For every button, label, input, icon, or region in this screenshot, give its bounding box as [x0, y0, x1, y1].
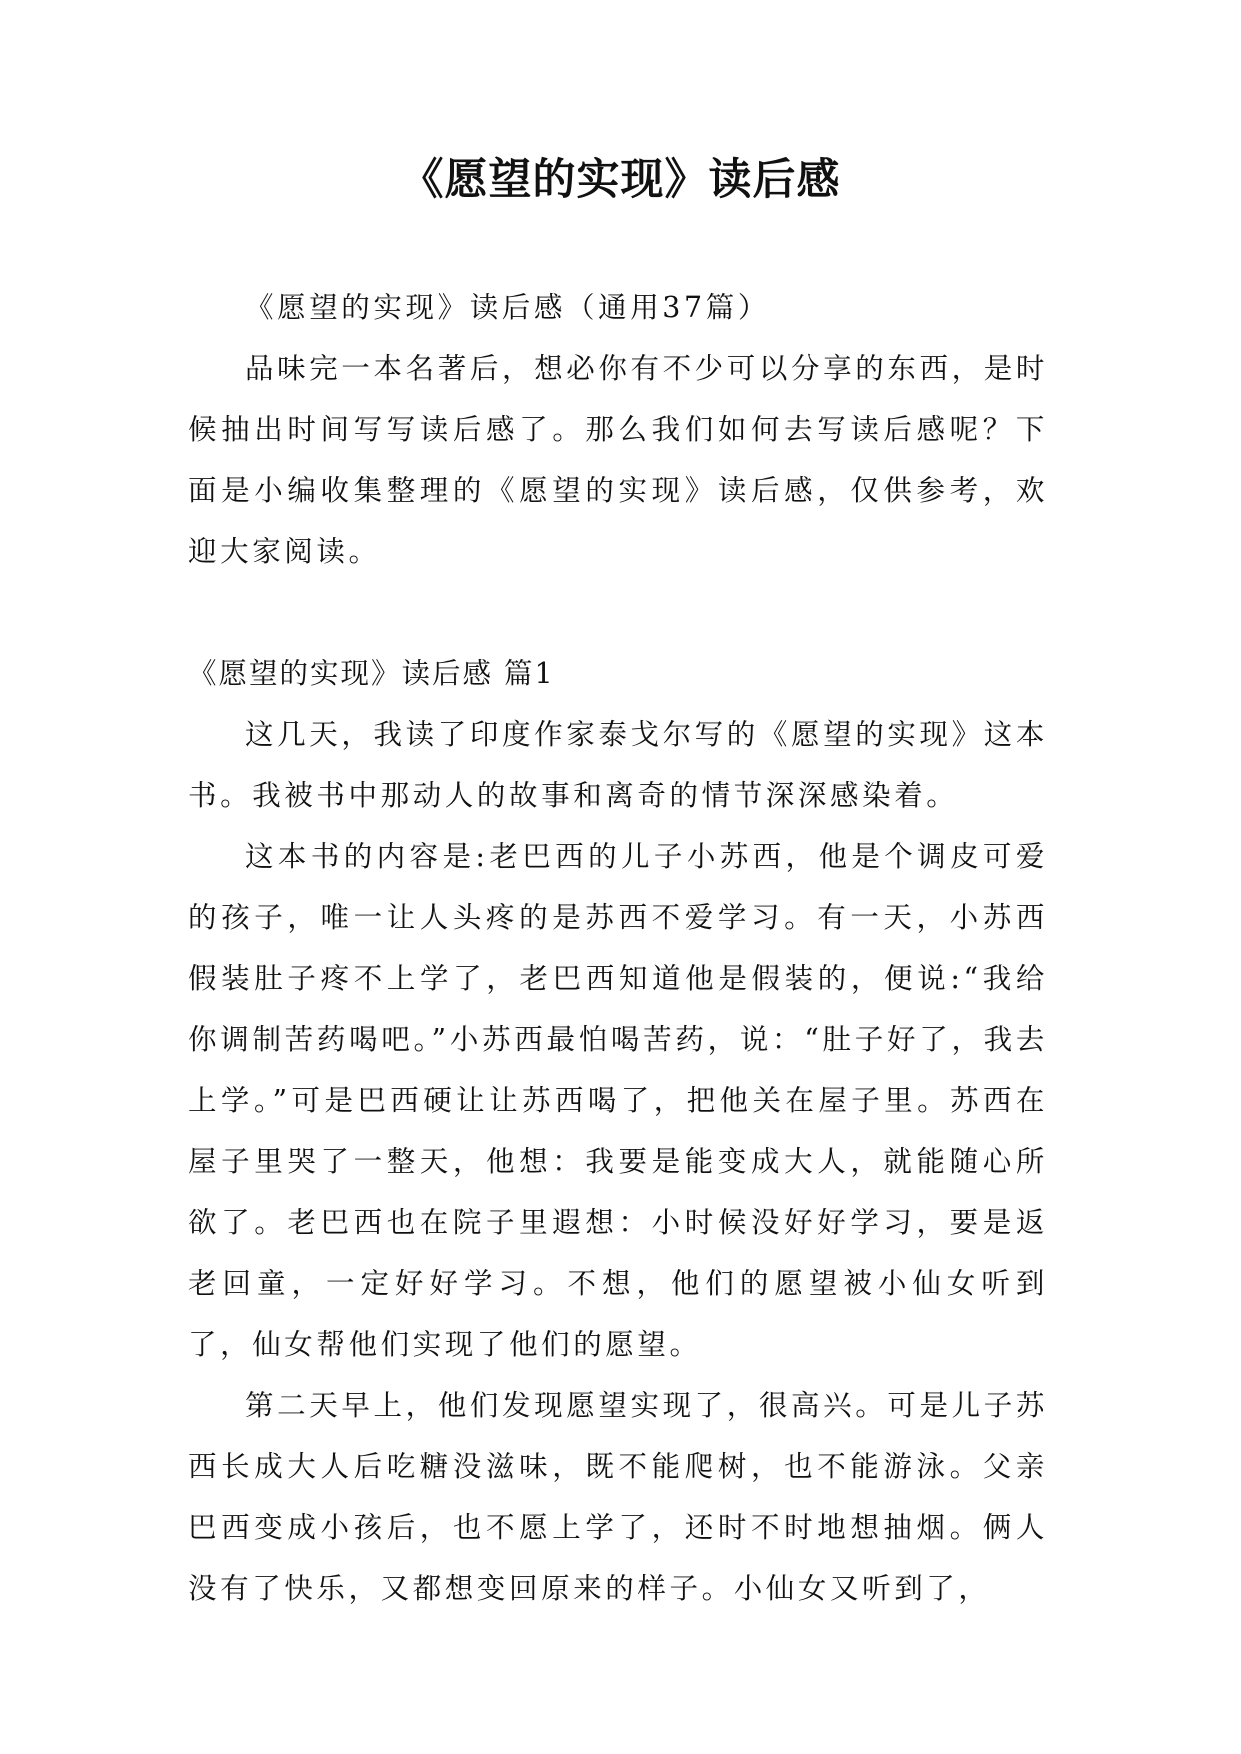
body-paragraph: 第二天早上，他们发现愿望实现了，很高兴。可是儿子苏西长成大人后吃糖没滋味，既不能爬树，也不能游泳。父亲巴西变成小孩后，也不愿上学了，还时不时地想抽烟。俩人没有了快乐，又都想变回原来的样子。小仙女又听到了， — [188, 1389, 1048, 1605]
body-paragraph: 这本书的内容是:老巴西的儿子小苏西，他是个调皮可爱的孩子，唯一让人头疼的是苏西不爱学习。有一天，小苏西假装肚子疼不上学了，老巴西知道他是假装的，便说:“我给你调制苦药喝吧。”小苏西最怕喝苦药，说：“肚子好了，我去上学。”可是巴西硬让让苏西喝了，把他关在屋子里。苏西在屋子里哭了一整天，他想：我要是能变成大人，就能随心所欲了。老巴西也在院子里遐想：小时候没好好学习，要是返老回童，一定好好学习。不想，他们的愿望被小仙女听到了，仙女帮他们实现了他们的愿望。 — [188, 840, 1048, 1361]
document-subtitle: 《愿望的实现》读后感（通用37篇） — [245, 291, 770, 324]
body-paragraph: 这几天，我读了印度作家泰戈尔写的《愿望的实现》这本书。我被书中那动人的故事和离奇的情节深深感染着。 — [188, 718, 1048, 812]
intro-paragraph: 品味完一本名著后，想必你有不少可以分享的东西，是时候抽出时间写写读后感了。那么我们如何去写读后感呢？下面是小编收集整理的《愿望的实现》读后感，仅供参考，欢迎大家阅读。 — [188, 352, 1048, 568]
section-heading: 《愿望的实现》读后感 篇1 — [188, 657, 555, 690]
document-body — [188, 277, 1048, 1619]
section-spacer — [188, 582, 1048, 643]
document-title: 《愿望的实现》读后感 — [400, 155, 841, 205]
